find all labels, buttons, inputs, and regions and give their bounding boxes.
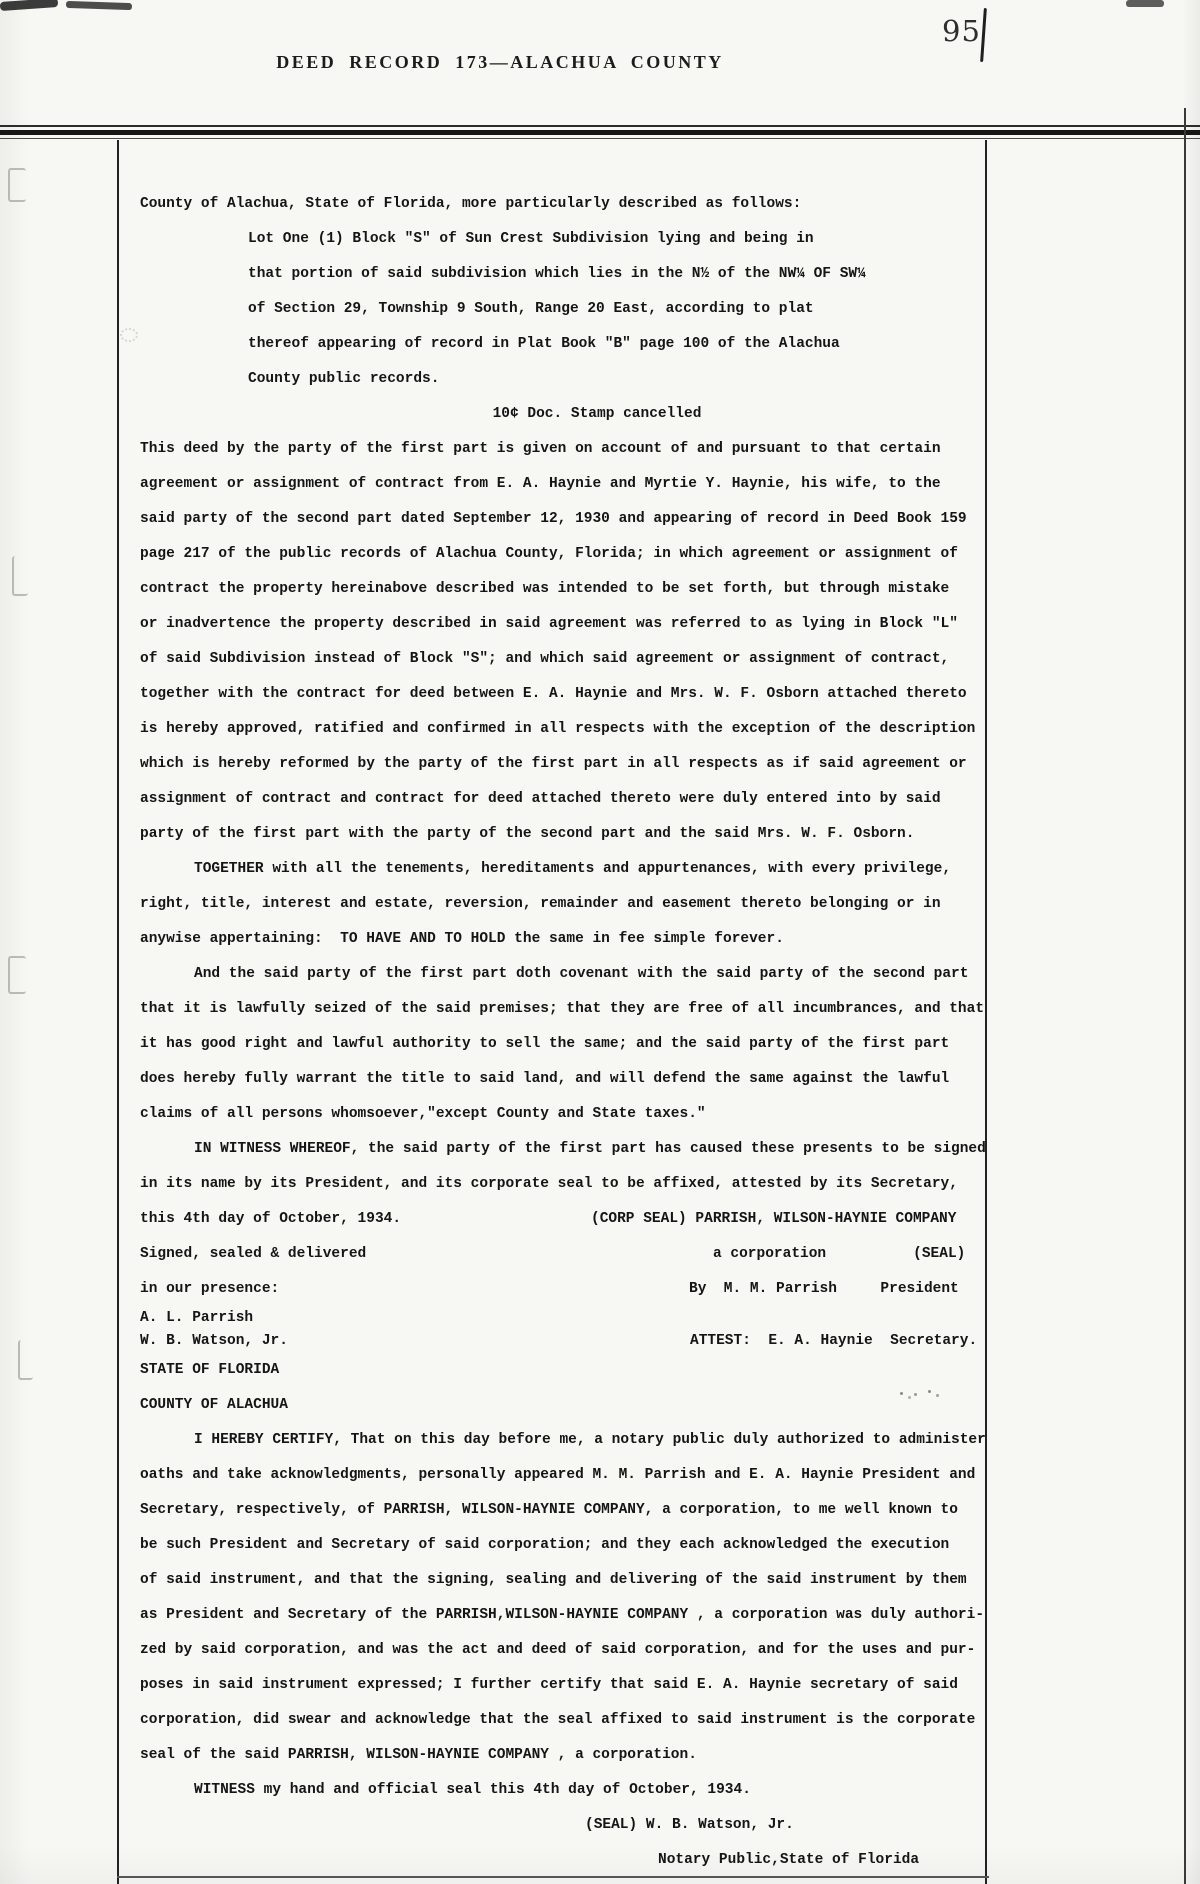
deed-line: zed by said corporation, and was the act and deed of said corporation, and for the uses and pur- [140, 1642, 976, 1658]
scan-artifact [1126, 0, 1164, 7]
scan-artifact [12, 556, 28, 596]
deed-line: COUNTY OF ALACHUA [140, 1397, 288, 1413]
deed-line: assignment of contract and contract for deed attached thereto were duly entered into by said [140, 791, 941, 807]
deed-line: as President and Secretary of the PARRISH,WILSON-HAYNIE COMPANY , a corporation was duly authori- [140, 1607, 985, 1623]
deed-line: right, title, interest and estate, reversion, remainder and easement thereto belonging or in [140, 896, 941, 912]
deed-line: STATE OF FLORIDA [140, 1362, 280, 1378]
signature-left: this 4th day of October, 1934. [140, 1211, 402, 1227]
deed-line: County public records. [248, 371, 440, 387]
deed-line: does hereby fully warrant the title to said land, and will defend the same against the lawful [140, 1071, 950, 1087]
deed-line: that it is lawfully seized of the said premises; that they are free of all incumbrances, and that [140, 1001, 985, 1017]
deed-line: agreement or assignment of contract from E. A. Haynie and Myrtie Y. Haynie, his wife, to the [140, 476, 941, 492]
deed-line: or inadvertence the property described in said agreement was referred to as lying in Block "L" [140, 616, 958, 632]
signature-right: (CORP SEAL) PARRISH, WILSON-HAYNIE COMPANY [591, 1211, 957, 1227]
deed-line [140, 1272, 1006, 1307]
page-number: 95 [942, 14, 981, 48]
signature-right: ATTEST: E. A. Haynie Secretary. [690, 1333, 978, 1349]
deed-line: thereof appearing of record in Plat Book "B" page 100 of the Alachua [248, 336, 840, 352]
deed-line: A. L. Parrish [140, 1310, 254, 1326]
deed-line: Notary Public,State of Florida [658, 1852, 920, 1868]
deed-line: County of Alachua, State of Florida, more particularly described as follows: [140, 196, 802, 212]
deed-line: poses in said instrument expressed; I further certify that said E. A. Haynie secretary of said [140, 1677, 958, 1693]
scan-artifact [8, 956, 26, 994]
scan-artifact [18, 1340, 33, 1380]
deed-line: it has good right and lawful authority to sell the same; and the said party of the first part [140, 1036, 950, 1052]
deed-line: said party of the second part dated September 12, 1930 and appearing of record in Deed Book 159 [140, 511, 967, 527]
deed-line: together with the contract for deed between E. A. Haynie and Mrs. W. F. Osborn attached thereto [140, 686, 967, 702]
deed-line: 10¢ Doc. Stamp cancelled [492, 406, 702, 422]
deed-line [140, 1237, 1006, 1272]
deed-line: claims of all persons whomsoever,"except County and State taxes." [140, 1106, 706, 1122]
deed-line: which is hereby reformed by the party of the first part in all respects as if said agreement or [140, 756, 967, 772]
deed-line: Lot One (1) Block "S" of Sun Crest Subdivision lying and being in [248, 231, 814, 247]
scan-artifact [120, 328, 138, 342]
deed-line: party of the first part with the party of the second part and the said Mrs. W. F. Osborn. [140, 826, 915, 842]
deed-line: Secretary, respectively, of PARRISH, WILSON-HAYNIE COMPANY, a corporation, to me well known to [140, 1502, 958, 1518]
page-edge-rule [1184, 108, 1186, 1884]
deed-line: TOGETHER with all the tenements, hereditaments and appurtenances, with every privilege, [194, 861, 952, 877]
deed-line: that portion of said subdivision which lies in the N½ of the NW¼ OF SW¼ [248, 266, 866, 282]
deed-line: page 217 of the public records of Alachua County, Florida; in which agreement or assignment of [140, 546, 958, 562]
deed-line: (SEAL) W. B. Watson, Jr. [585, 1817, 794, 1833]
deed-line: This deed by the party of the first part is given on account of and pursuant to that certain [140, 441, 941, 457]
page-header: DEED RECORD 173—ALACHUA COUNTY [276, 52, 724, 72]
deed-line: oaths and take acknowledgments, personally appeared M. M. Parrish and E. A. Haynie President and [140, 1467, 976, 1483]
deed-text-body [140, 187, 1006, 1878]
deed-line: contract the property hereinabove described was intended to be set forth, but through mistake [140, 581, 950, 597]
signature-left: in our presence: [140, 1281, 280, 1297]
deed-line: IN WITNESS WHEREOF, the said party of the first part has caused these presents to be signed [194, 1141, 986, 1157]
deed-line: of said instrument, and that the signing, sealing and delivering of the said instrument by them [140, 1572, 967, 1588]
deed-line [140, 1202, 1006, 1237]
signature-left: W. B. Watson, Jr. [140, 1333, 288, 1349]
left-margin-rule [117, 140, 119, 1884]
deed-line: of Section 29, Township 9 South, Range 20 East, according to plat [248, 301, 814, 317]
deed-line: of said Subdivision instead of Block "S"; and which said agreement or assignment of contract, [140, 651, 950, 667]
deed-line [140, 1330, 1006, 1353]
signature-left: Signed, sealed & delivered [140, 1246, 367, 1262]
deed-line: be such President and Secretary of said corporation; and they each acknowledged the execution [140, 1537, 950, 1553]
deed-line: corporation, did swear and acknowledge that the seal affixed to said instrument is the corporate [140, 1712, 976, 1728]
deed-line: And the said party of the first part doth covenant with the said party of the second part [194, 966, 969, 982]
double-rule-bottom [0, 138, 1200, 139]
signature-right: By M. M. Parrish President [689, 1281, 959, 1297]
deed-line: I HEREBY CERTIFY, That on this day before me, a notary public duly authorized to administer [194, 1432, 986, 1448]
deed-line: in its name by its President, and its corporate seal to be affixed, attested by its Secretary, [140, 1176, 958, 1192]
deed-line: anywise appertaining: TO HAVE AND TO HOLD the same in fee simple forever. [140, 931, 784, 947]
scan-artifact [8, 168, 26, 202]
deed-line: WITNESS my hand and official seal this 4th day of October, 1934. [194, 1782, 751, 1798]
double-rule-thick [0, 130, 1200, 135]
signature-right: a corporation (SEAL) [713, 1246, 966, 1262]
deed-line: seal of the said PARRISH, WILSON-HAYNIE COMPANY , a corporation. [140, 1747, 697, 1763]
deed-line: is hereby approved, ratified and confirmed in all respects with the exception of the description [140, 721, 976, 737]
double-rule-top [0, 125, 1200, 127]
